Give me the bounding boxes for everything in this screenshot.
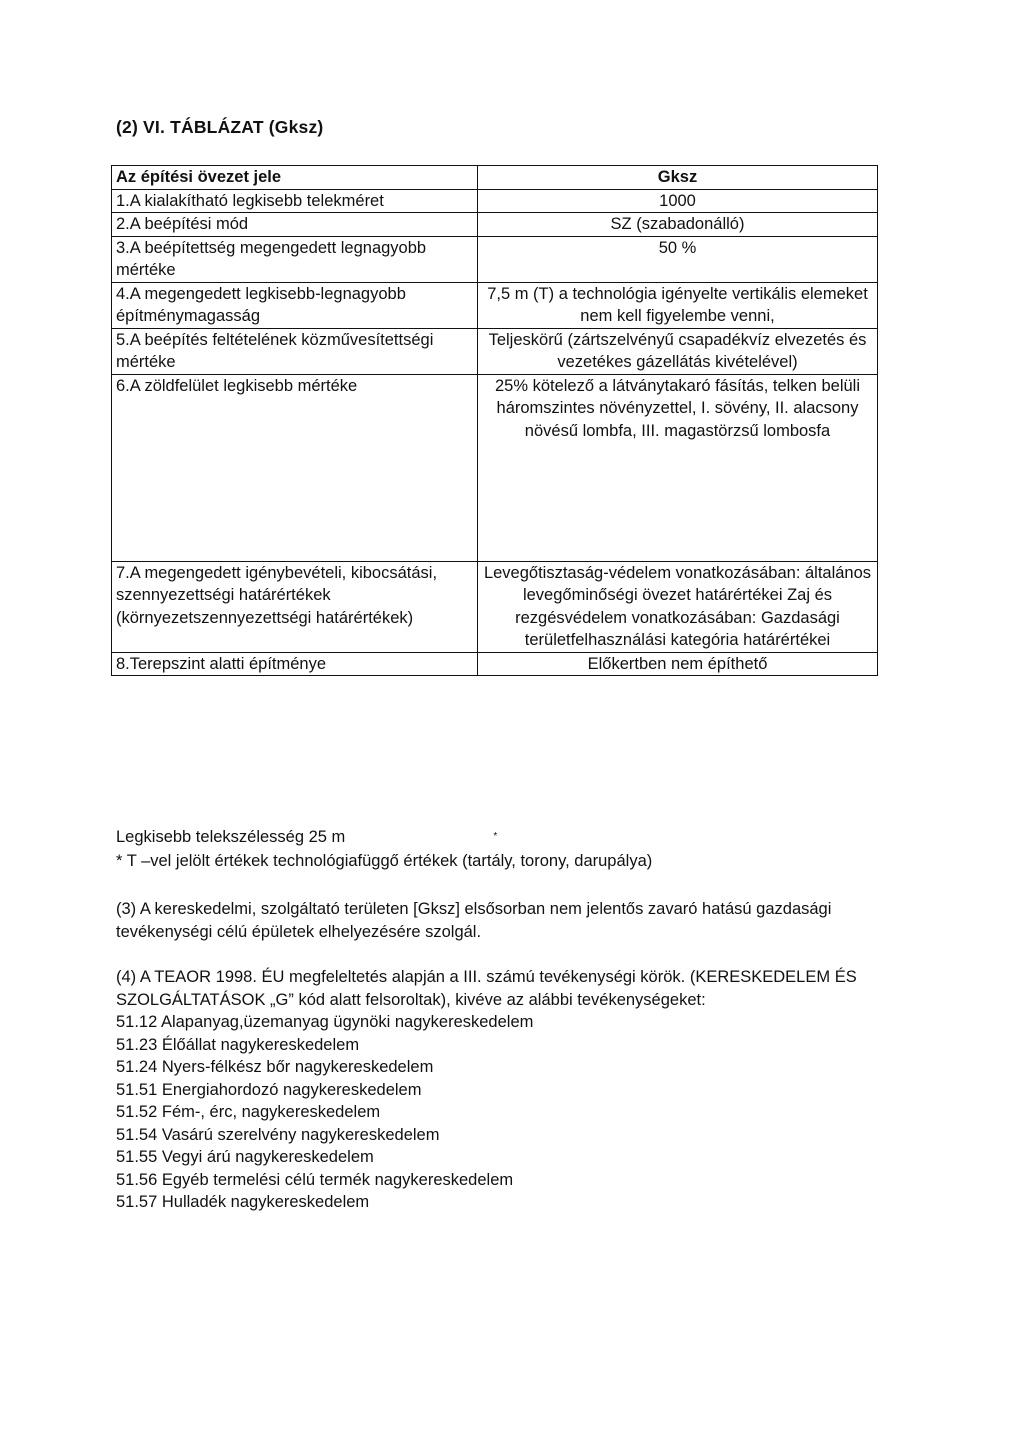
row-value-cell: 50 % xyxy=(478,236,878,282)
min-width-note xyxy=(116,826,896,849)
table-row xyxy=(112,561,878,652)
t-values-note: * T –vel jelölt értékek technológiafüggő értékek (tartály, torony, darupálya) xyxy=(116,852,653,870)
list-item: 51.54 Vasárú szerelvény nagykereskedelem xyxy=(116,1125,440,1144)
row-label-cell: 6.A zöldfelület legkisebb mértéke xyxy=(112,374,478,561)
row-value-cell: Levegőtisztaság-védelem vonatkozásában: általános levegőminőségi övezet határértékei Zaj és rezgésvédelem vonatkozásában: Gazdasági területfelhasználási kategória határértékei xyxy=(478,561,878,652)
row-value-cell: 1000 xyxy=(478,189,878,213)
table-row xyxy=(112,282,878,328)
row-label-cell: 3.A beépítettség megengedett legnagyobb mértéke xyxy=(112,236,478,282)
row-label-cell: 5.A beépítés feltételének közművesítettségi mértéke xyxy=(112,328,478,374)
table-heading: (2) VI. TÁBLÁZAT (Gksz) xyxy=(116,117,324,137)
list-item: 51.52 Fém-, érc, nagykereskedelem xyxy=(116,1103,381,1121)
header-value-cell: Gksz xyxy=(478,166,878,190)
table-row xyxy=(112,652,878,676)
table-header-row xyxy=(112,166,878,190)
asterisk-mark: * xyxy=(493,831,498,842)
gksz-regulation-table xyxy=(111,165,878,676)
row-label-cell: 1.A kialakítható legkisebb telekméret xyxy=(112,189,478,213)
table-row xyxy=(112,213,878,237)
paragraph-4-intro: (4) A TEAOR 1998. ÉU megfeleltetés alapján a III. számú tevékenységi körök. (KERESKEDELEM ÉS SZOLGÁLTATÁSOK „G” kód alatt felsoroltak), kivéve az alábbi tevékenységeket: xyxy=(116,968,857,1009)
row-value-cell: SZ (szabadonálló) xyxy=(478,213,878,237)
list-item: 51.57 Hulladék nagykereskedelem xyxy=(116,1193,370,1211)
list-item: 51.56 Egyéb termelési célú termék nagykereskedelem xyxy=(116,1170,514,1189)
row-label-cell: 4.A megengedett legkisebb-legnagyobb építménymagasság xyxy=(112,282,478,328)
row-label-cell: 2.A beépítési mód xyxy=(112,213,478,237)
list-item: 51.24 Nyers-félkész bőr nagykereskedelem xyxy=(116,1058,434,1076)
list-item: 51.51 Energiahordozó nagykereskedelem xyxy=(116,1080,422,1099)
list-item: 51.23 Élőállat nagykereskedelem xyxy=(116,1035,360,1054)
table-row xyxy=(112,374,878,561)
min-width-text: Legkisebb telekszélesség 25 m xyxy=(116,828,346,846)
list-item: 51.55 Vegyi árú nagykereskedelem xyxy=(116,1148,374,1166)
row-value-cell: 25% kötelező a látványtakaró fásítás, telken belüli háromszintes növényzettel, I. sövény, II. alacsony növésű lombfa, III. magastörzsű lombosfa xyxy=(478,374,878,561)
table-row xyxy=(112,328,878,374)
table-row xyxy=(112,236,878,282)
table-row xyxy=(112,189,878,213)
header-label-cell: Az építési övezet jele xyxy=(112,166,478,190)
row-label-cell: 7.A megengedett igénybevételi, kibocsátási, szennyezettségi határértékek (környezetszennyezettségi határértékek) xyxy=(112,561,478,652)
paragraph-3: (3) A kereskedelmi, szolgáltató területen [Gksz] elsősorban nem jelentős zavaró hatású gazdasági tevékenységi célú épületek elhelyezésére szolgál. xyxy=(116,900,832,941)
paragraph-4 xyxy=(116,966,896,1214)
list-item: 51.12 Alapanyag,üzemanyag ügynöki nagykereskedelem xyxy=(116,1013,534,1031)
row-value-cell: Előkertben nem építhető xyxy=(478,652,878,676)
row-value-cell: 7,5 m (T) a technológia igényelte vertikális elemeket nem kell figyelembe venni, xyxy=(478,282,878,328)
row-value-cell: Teljeskörű (zártszelvényű csapadékvíz elvezetés és vezetékes gázellátás kivételével) xyxy=(478,328,878,374)
row-label-cell: 8.Terepszint alatti építménye xyxy=(112,652,478,676)
